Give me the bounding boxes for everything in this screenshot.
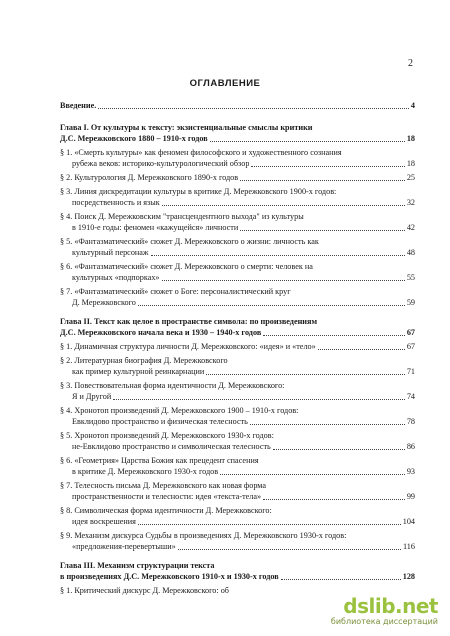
toc-page-number: 128 <box>402 572 415 581</box>
toc-entry-line: § 1. Критический дискурс Д. Мережковского: об <box>60 586 229 595</box>
toc-leader-dots <box>250 424 405 425</box>
toc-page-number: 4 <box>410 101 415 110</box>
toc-leader-dots <box>113 399 405 400</box>
toc-section-entry <box>60 341 415 352</box>
toc-page-number: 67 <box>406 328 415 337</box>
toc-entry-line: § 7. «Фантазматический» сюжет о Боге: персоналистический круг <box>60 287 291 296</box>
toc-entry-text: Д.С. Мережковского начала века и 1930 – 1940-х годов <box>60 328 262 337</box>
toc-entry-line: § 4. Хронотоп произведений Д. Мережковского 1900 – 1910-х годов: <box>60 406 299 415</box>
toc-entry-text: культурный персонаж <box>72 248 149 257</box>
toc-leader-dots <box>162 205 405 206</box>
toc-section-entry <box>60 530 415 552</box>
toc-entry-text: § 1. Динамичная структура личности Д. Мережковского: «идея» и «тело» <box>60 342 316 351</box>
toc-chapter-entry <box>60 122 415 144</box>
toc-leader-dots <box>318 349 405 350</box>
toc-leader-dots <box>240 230 405 231</box>
toc-page-number: 59 <box>406 298 415 307</box>
toc-entry-text: в произведениях Д.С. Мережковского 1910-х и 1930-х годов <box>60 572 279 581</box>
toc-leader-dots <box>162 280 405 281</box>
toc-entry-line: § 3. Повествовательная форма идентичности Д. Мережковского: <box>60 381 285 390</box>
toc-section-entry <box>60 380 415 402</box>
toc-page-number: 104 <box>402 517 415 526</box>
toc-entry-text: посредственность и язык <box>72 198 160 207</box>
toc-page-number: 93 <box>406 467 415 476</box>
toc-page-number: 116 <box>403 542 415 551</box>
toc-page-number: 18 <box>406 134 415 143</box>
toc-chapter-entry <box>60 316 415 338</box>
toc-leader-dots <box>273 449 405 450</box>
toc-entry-line: § 5. «Фантазматический» сюжет Д. Мережковского о жизни: личность как <box>60 237 319 246</box>
toc-section-entry <box>60 261 415 283</box>
toc-entry-line: § 5. Хронотоп произведений Д. Мережковского 1930-х годов: <box>60 431 274 440</box>
toc-leader-dots <box>251 166 404 167</box>
toc-section-entry <box>60 480 415 502</box>
toc-entry-line: § 6. «Фантазматический» сюжет Д. Мережковского о смерти: человек на <box>60 262 313 271</box>
toc-entry-text: как пример культурной реинкарнации <box>72 367 205 376</box>
toc-chapter-entry <box>60 100 415 111</box>
toc-page-number: 32 <box>406 198 415 207</box>
toc-section-entry <box>60 355 415 377</box>
toc-entry-text: идея воскрешения <box>72 517 136 526</box>
toc-entry-text: Я и Другой <box>72 392 112 401</box>
toc-section-entry <box>60 455 415 477</box>
toc-entry-text: пространственности и телесности: идея «текста-тела» <box>72 492 262 501</box>
toc-entry-line: § 3. Линия дискредитации культуры в критике Д. Мережковского 1900-х годов: <box>60 187 337 196</box>
table-of-contents <box>60 100 415 596</box>
toc-entry-line: Глава II. Текст как целое в пространстве символа: по произведениям <box>60 317 318 326</box>
toc-entry-line: § 7. Телесность письма Д. Мережковского как новая форма <box>60 481 267 490</box>
toc-section-entry <box>60 505 415 527</box>
toc-leader-dots <box>210 141 405 142</box>
toc-page-number: 42 <box>406 223 415 232</box>
toc-leader-dots <box>206 374 405 375</box>
toc-leader-dots <box>281 579 401 580</box>
toc-leader-dots <box>263 499 405 500</box>
toc-section-entry <box>60 186 415 208</box>
toc-entry-line: § 8. Символическая форма идентичности Д. Мережковского: <box>60 506 272 515</box>
toc-entry-text: не-Евклидово пространство и символическая телесность <box>72 442 271 451</box>
toc-page-number: 99 <box>406 492 415 501</box>
toc-section-entry <box>60 286 415 308</box>
toc-entry-text: Д.С. Мережковского 1880 – 1910-х годов <box>60 134 208 143</box>
toc-entry-line: Глава III. Механизм структурации текста <box>60 561 215 570</box>
toc-page-number: 71 <box>406 367 415 376</box>
toc-leader-dots <box>138 524 401 525</box>
page-number: 2 <box>408 58 413 69</box>
toc-entry-text: в 1910-е годы: феномен «кажущейся» личности <box>72 223 239 232</box>
toc-page-number: 67 <box>406 342 415 351</box>
toc-chapter-entry <box>60 560 415 582</box>
toc-page-number: 86 <box>406 442 415 451</box>
toc-page-number: 18 <box>406 159 415 168</box>
toc-entry-text: § 2. Культурология Д. Мережковского 1890-х годов <box>60 173 239 182</box>
watermark-brand: dslib.net <box>343 594 438 618</box>
toc-section-entry <box>60 147 415 169</box>
toc-entry-line: § 1. «Смерть культуры» как феномен философского и художественного сознания <box>60 148 342 157</box>
toc-entry-line: § 9. Механизм дискурса Судьбы в произведениях Д. Мережковского 1930-х годов: <box>60 531 347 540</box>
toc-page-number: 25 <box>406 173 415 182</box>
watermark-subtitle: библиотека диссертаций <box>330 617 438 626</box>
toc-leader-dots <box>98 108 409 109</box>
watermark <box>330 594 440 628</box>
toc-section-entry <box>60 405 415 427</box>
toc-leader-dots <box>220 474 405 475</box>
toc-title: ОГЛАВЛЕНИЕ <box>189 78 261 89</box>
toc-section-entry <box>60 211 415 233</box>
toc-page-number: 48 <box>406 248 415 257</box>
toc-entry-text: в критике Д. Мережковского 1930-х годов <box>72 467 219 476</box>
toc-section-entry <box>60 430 415 452</box>
toc-entry-text: Евклидово пространство и физическая телесность <box>72 417 248 426</box>
toc-entry-text: Д. Мережковского <box>72 298 136 307</box>
toc-entry-line: § 2. Литературная биография Д. Мережковского <box>60 356 228 365</box>
toc-section-entry <box>60 172 415 183</box>
toc-leader-dots <box>240 180 405 181</box>
toc-entry-text: Введение. <box>60 101 97 110</box>
toc-entry-text: «предложения-перевертыши» <box>72 542 176 551</box>
toc-page-number: 74 <box>406 392 415 401</box>
toc-leader-dots <box>178 549 401 550</box>
toc-entry-text: культурных «подпорках» <box>72 273 160 282</box>
toc-leader-dots <box>263 335 405 336</box>
toc-leader-dots <box>138 305 405 306</box>
toc-entry-line: § 4. Поиск Д. Мережковским "трансцендентного выхода" из культуры <box>60 212 304 221</box>
toc-leader-dots <box>151 255 405 256</box>
toc-page-number: 55 <box>406 273 415 282</box>
toc-entry-line: § 6. «Геометрия» Царства Божия как прецедент спасения <box>60 456 259 465</box>
toc-entry-line: Глава I. От культуры к тексту: экзистенциальные смыслы критики <box>60 123 313 132</box>
toc-page-number: 78 <box>406 417 415 426</box>
toc-section-entry <box>60 236 415 258</box>
toc-entry-text: рубежа веков: историко-культурологический обзор <box>72 159 250 168</box>
